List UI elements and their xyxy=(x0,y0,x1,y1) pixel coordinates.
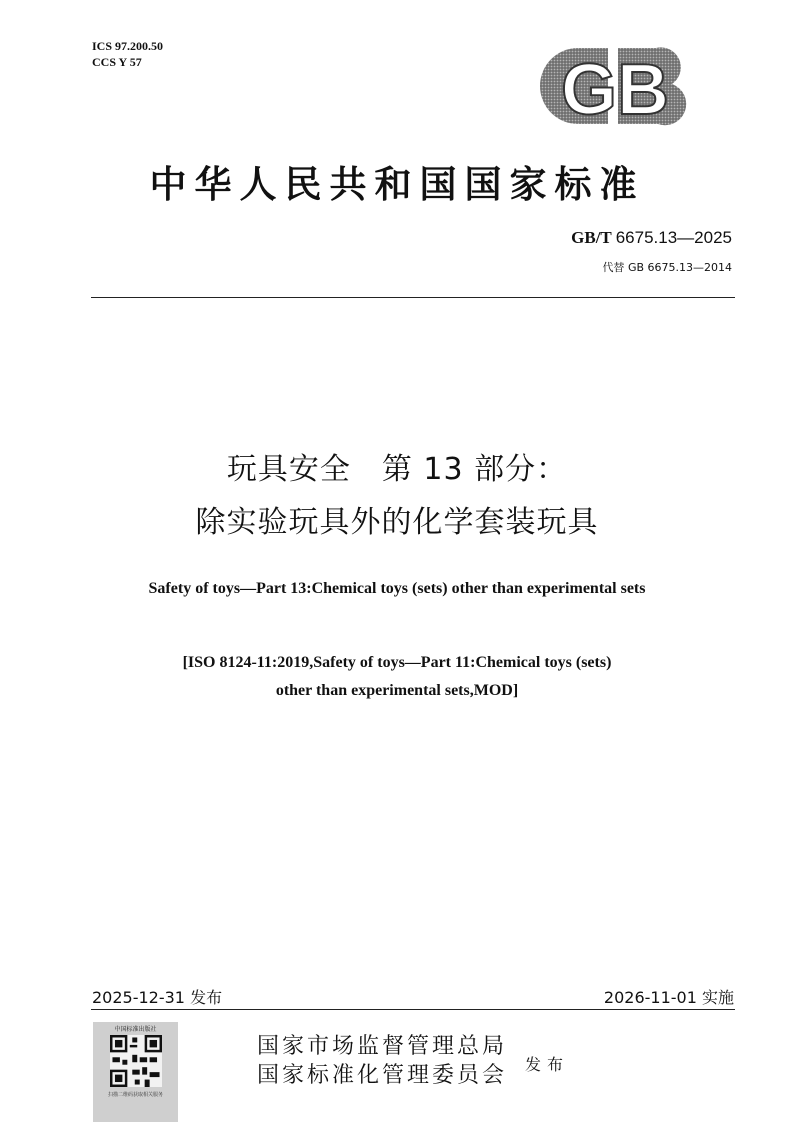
qr-code-icon[interactable] xyxy=(110,1035,162,1087)
replaces-prefix: 代替 xyxy=(602,261,625,274)
issuer-line2: 国家标准化管理委员会 xyxy=(257,1063,508,1088)
gb-logo xyxy=(538,44,693,128)
footer-divider xyxy=(91,1009,735,1010)
ccs-code: CCS Y 57 xyxy=(92,55,142,69)
standard-prefix: GB/T xyxy=(571,228,612,247)
publish-date: 2025-12-31 发布 xyxy=(92,988,223,1007)
gb-logo-text: GB xyxy=(561,50,669,128)
header-divider xyxy=(91,297,735,298)
publish-action: 发布 xyxy=(525,1055,570,1074)
iso-reference-line1: [ISO 8124-11:2019,Safety of toys—Part 11:Chemical toys (sets) xyxy=(182,654,612,671)
replaces-standard: GB 6675.13—2014 xyxy=(627,261,732,274)
national-standard-title: 中华人民共和国国家标准 xyxy=(149,162,645,206)
chinese-title-line2: 除实验玩具外的化学套装玩具 xyxy=(195,505,599,540)
qr-footer-text: 扫描二维码获取相关服务 xyxy=(107,1092,163,1098)
qr-header-text: 中国标准出版社 xyxy=(114,1026,157,1033)
iso-reference-line2: other than experimental sets,MOD] xyxy=(275,682,519,699)
english-title: Safety of toys—Part 13:Chemical toys (sets) other than experimental sets xyxy=(148,580,646,597)
implementation-date: 2026-11-01 实施 xyxy=(603,988,734,1007)
issuer-line1: 国家市场监督管理总局 xyxy=(257,1034,508,1059)
standard-number xyxy=(571,228,732,248)
standard-code: 6675.13—2025 xyxy=(615,228,732,247)
replaces-line xyxy=(602,259,732,275)
ics-code: ICS 97.200.50 xyxy=(92,39,164,53)
chinese-title-line1: 玩具安全 第 13 部分： xyxy=(226,452,568,487)
classification-codes xyxy=(92,38,163,70)
